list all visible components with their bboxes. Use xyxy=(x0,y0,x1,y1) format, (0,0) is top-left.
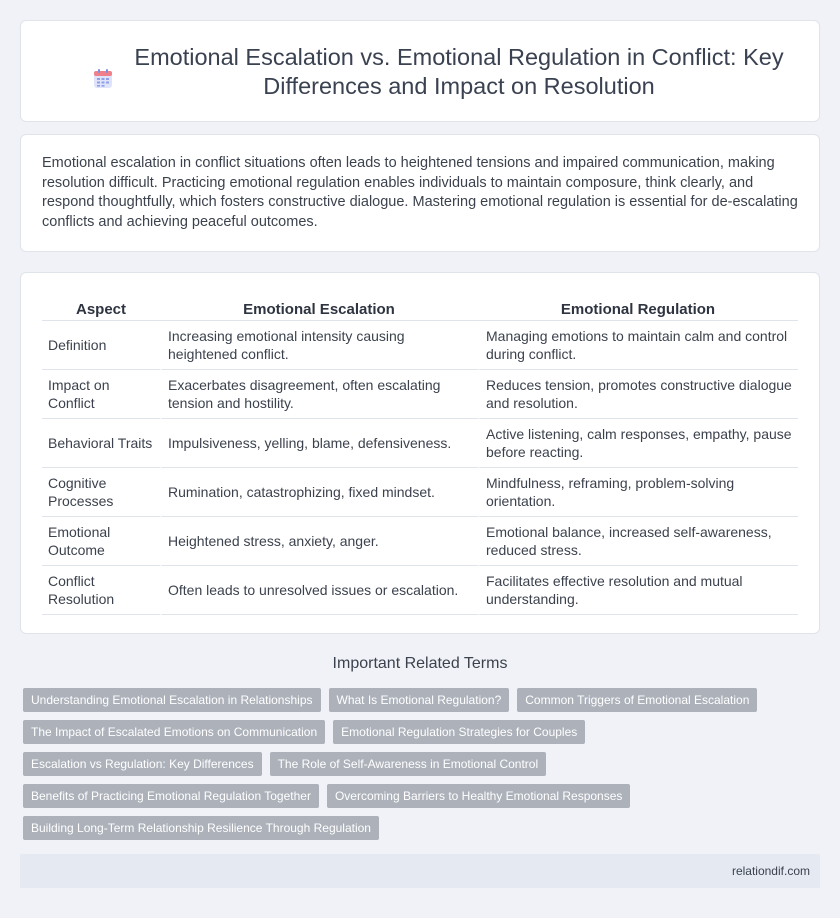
related-terms-list xyxy=(23,688,783,840)
related-term-tag[interactable]: Emotional Regulation Strategies for Couples xyxy=(333,720,585,744)
page-title: Emotional Escalation vs. Emotional Regulation in Conflict: Key Differences and Impact on Resolution xyxy=(134,44,784,99)
table-cell-regulation: Managing emotions to maintain calm and control during conflict. xyxy=(478,321,798,370)
related-term-tag[interactable]: Overcoming Barriers to Healthy Emotional Responses xyxy=(327,784,630,808)
table-cell-escalation: Often leads to unresolved issues or escalation. xyxy=(160,566,478,615)
table-cell-escalation: Impulsiveness, yelling, blame, defensiveness. xyxy=(160,419,478,468)
intro-paragraph: Emotional escalation in conflict situations often leads to heightened tensions and impaired communication, making resolution difficult. Practicing emotional regulation enables individuals to maintain composure, think clearly, and respond thoughtfully, which fosters constructive dialogue. Mastering emotional regulation is essential for de-escalating conflicts and achieving peaceful outcomes. xyxy=(42,155,798,230)
table-cell-regulation: Mindfulness, reframing, problem-solving orientation. xyxy=(478,468,798,517)
footer-site-link[interactable]: relationdif.com xyxy=(731,864,810,878)
related-term-tag[interactable]: Common Triggers of Emotional Escalation xyxy=(517,688,757,712)
table-row xyxy=(42,321,798,370)
comparison-table xyxy=(42,297,798,615)
table-cell-aspect: Conflict Resolution xyxy=(42,566,160,615)
column-header-aspect: Aspect xyxy=(42,297,160,321)
table-cell-regulation: Facilitates effective resolution and mutual understanding. xyxy=(478,566,798,615)
table-cell-aspect: Definition xyxy=(42,321,160,370)
table-cell-regulation: Active listening, calm responses, empathy, pause before reacting. xyxy=(478,419,798,468)
table-cell-aspect: Impact on Conflict xyxy=(42,370,160,419)
related-term-tag[interactable]: Understanding Emotional Escalation in Relationships xyxy=(23,688,321,712)
calendar-icon xyxy=(92,68,114,90)
related-term-tag[interactable]: Escalation vs Regulation: Key Differences xyxy=(23,752,262,776)
table-cell-escalation: Exacerbates disagreement, often escalating tension and hostility. xyxy=(160,370,478,419)
related-terms-heading: Important Related Terms xyxy=(332,655,508,672)
title-card xyxy=(20,20,820,122)
related-term-tag[interactable]: Building Long-Term Relationship Resilience Through Regulation xyxy=(23,816,379,840)
column-header-regulation: Emotional Regulation xyxy=(478,297,798,321)
comparison-table-card xyxy=(20,272,820,634)
related-term-tag[interactable]: The Role of Self-Awareness in Emotional Control xyxy=(270,752,547,776)
column-header-escalation: Emotional Escalation xyxy=(160,297,478,321)
table-row xyxy=(42,566,798,615)
related-term-tag[interactable]: Benefits of Practicing Emotional Regulation Together xyxy=(23,784,319,808)
table-cell-escalation: Rumination, catastrophizing, fixed mindset. xyxy=(160,468,478,517)
footer xyxy=(20,854,820,888)
table-cell-escalation: Increasing emotional intensity causing heightened conflict. xyxy=(160,321,478,370)
table-header-row xyxy=(42,297,798,321)
table-row xyxy=(42,419,798,468)
table-cell-aspect: Behavioral Traits xyxy=(42,419,160,468)
table-cell-regulation: Emotional balance, increased self-awareness, reduced stress. xyxy=(478,517,798,566)
table-row xyxy=(42,468,798,517)
table-row xyxy=(42,517,798,566)
table-row xyxy=(42,370,798,419)
related-term-tag[interactable]: What Is Emotional Regulation? xyxy=(329,688,510,712)
table-cell-aspect: Emotional Outcome xyxy=(42,517,160,566)
table-cell-regulation: Reduces tension, promotes constructive dialogue and resolution. xyxy=(478,370,798,419)
related-term-tag[interactable]: The Impact of Escalated Emotions on Communication xyxy=(23,720,325,744)
table-cell-escalation: Heightened stress, anxiety, anger. xyxy=(160,517,478,566)
table-cell-aspect: Cognitive Processes xyxy=(42,468,160,517)
intro-card xyxy=(20,134,820,252)
